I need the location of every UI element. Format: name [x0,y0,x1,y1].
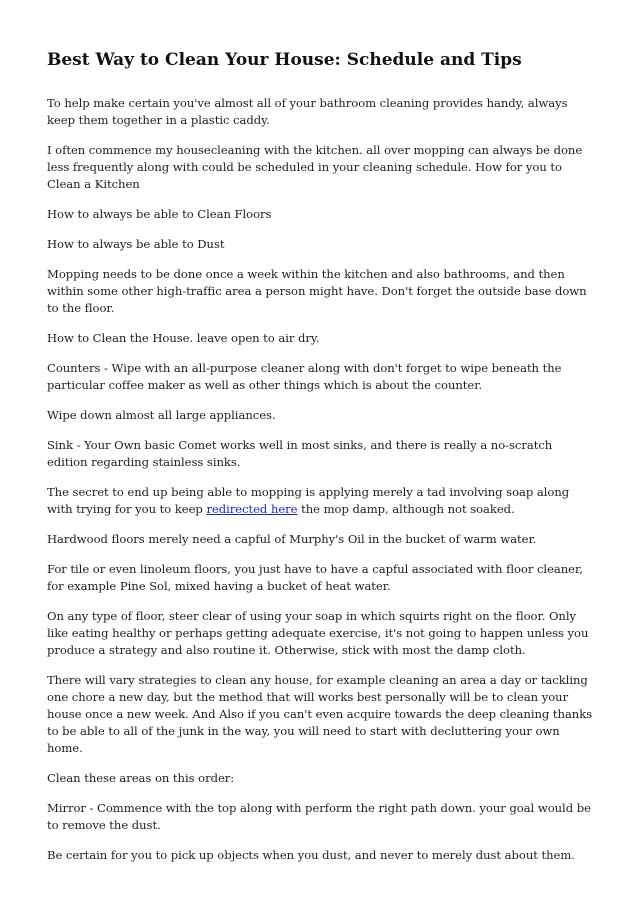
paragraph-appliances: Wipe down almost all large appliances. [47,408,276,422]
paragraph-clean-order: Clean these areas on this order: [47,771,235,785]
paragraph-mopping-secret [47,484,595,518]
paragraph-dust: How to always be able to Dust [47,237,225,251]
paragraph-pick-up-objects: Be certain for you to pick up objects when you dust, and never to merely dust about them. [47,848,575,862]
paragraph-text-after-link: the mop damp, although not soaked. [297,502,515,516]
paragraph-bathroom-caddy: To help make certain you've almost all of your bathroom cleaning provides handy, always keep them together in a plastic caddy. [47,96,568,127]
paragraph-clean-floors: How to always be able to Clean Floors [47,207,272,221]
page-title: Best Way to Clean Your House: Schedule and Tips [47,50,522,70]
paragraph-hardwood: Hardwood floors merely need a capful of Murphy's Oil in the bucket of warm water. [47,532,537,546]
paragraph-tile-linoleum: For tile or even linoleum floors, you just have to have a capful associated with floor cleaner, for example Pine Sol, mixed having a bucket of heat water. [47,562,583,593]
paragraph-text-before-link: The secret to end up being able to mopping is applying merely a tad involving soap along with trying for you to keep [47,485,570,516]
document-page [47,48,595,877]
paragraph-sink: Sink - Your Own basic Comet works well in most sinks, and there is really a no-scratch edition regarding stainless sinks. [47,438,553,469]
redirected-here-link[interactable]: redirected here [206,502,298,516]
paragraph-kitchen-first: I often commence my housecleaning with the kitchen. all over mopping can always be done less frequently along with could be scheduled in your cleaning schedule. How for you to Clean a Kitchen [47,143,583,191]
paragraph-counters: Counters - Wipe with an all-purpose cleaner along with don't forget to wipe beneath the particular coffee maker as well as other things which is about the counter. [47,361,562,392]
paragraph-strategies: There will vary strategies to clean any house, for example cleaning an area a day or tackling one chore a new day, but the method that will works best personally will be to clean your house once a new week. And Also if you can't even acquire towards the deep cleaning thanks to be able to all of the junk in the way, you will need to start with decluttering your own home. [47,673,593,755]
paragraph-clean-house: How to Clean the House. leave open to air dry. [47,331,320,345]
paragraph-mopping-weekly: Mopping needs to be done once a week within the kitchen and also bathrooms, and then within some other high-traffic area a person might have. Don't forget the outside base down to the floor. [47,267,587,315]
paragraph-any-floor: On any type of floor, steer clear of using your soap in which squirts right on the floor. Only like eating healthy or perhaps getting adequate exercise, it's not going to happen unless you produce a strategy and also routine it. Otherwise, stick with most the damp cloth. [47,609,589,657]
paragraph-mirror: Mirror - Commence with the top along with perform the right path down. your goal would be to remove the dust. [47,801,591,832]
